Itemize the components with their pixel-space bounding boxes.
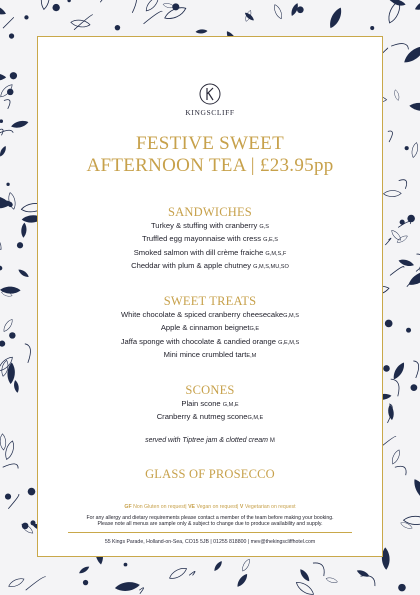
allergen-codes: G,E (249, 326, 260, 333)
section-heading: SCONES (185, 383, 235, 397)
brand-logo (38, 83, 382, 117)
menu-item: Smoked salmon with dill crème fraiche G,M,S,F (133, 247, 287, 257)
section-sweet-treats (38, 294, 382, 362)
menu-item: Mini mince crumbled tartE,M (163, 349, 257, 359)
allergen-codes: G,M,S (283, 313, 299, 319)
menu-item: Plain scone G,M,E (181, 399, 239, 408)
section-sandwiches (38, 205, 382, 273)
menu-item: Cheddar with plum & apple chutney G,M,S,MU,SO (131, 260, 289, 270)
section-scones (38, 383, 382, 444)
divider (68, 532, 352, 533)
allergen-codes: G,M,E (247, 415, 264, 422)
menu-title-line-2: AFTERNOON TEA | £23.95pp (86, 155, 334, 176)
served-with-note: served with Tiptree jam & clotted cream M (145, 436, 275, 444)
menu-title (38, 133, 382, 177)
allergen-codes: M (269, 437, 275, 444)
menu-title-line-1: FESTIVE SWEET (136, 133, 284, 154)
allergen-codes: G,M,S,F (265, 250, 287, 257)
section-heading: GLASS OF PROSECCO (145, 467, 275, 481)
kingscliff-emblem-icon (199, 83, 221, 105)
section-heading: SANDWICHES (168, 205, 252, 219)
allergen-codes: G,M,E (222, 402, 239, 408)
menu-item: Apple & cinnamon beignetG,E (160, 323, 260, 333)
allergen-codes: G,E,M,S (278, 339, 300, 346)
allergen-codes: G,E,S (263, 237, 279, 244)
menu-item: Turkey & stuffing with cranberry G,S (150, 221, 270, 230)
section-prosecco (38, 467, 382, 482)
menu-card (37, 36, 383, 557)
allergen-codes: G,M,S,MU,SO (253, 263, 289, 270)
allergen-codes: G,S (259, 224, 270, 230)
allergy-notice: For any allergy and dietary requirements please contact a member of the team before making your booking. Please note all menus are sample only & subject to change due to produce availability and supply. (86, 515, 334, 528)
brand-name: KINGSCLIFF (185, 108, 235, 117)
menu-item: Truffled egg mayonnaise with cress G,E,S (141, 234, 279, 244)
footer-address: 55 Kings Parade, Holland-on-Sea, CO15 5JB | 01255 818800 | mev@thekingscliffhotel.com (104, 539, 316, 545)
section-heading: SWEET TREATS (163, 294, 257, 308)
dietary-key: GF Non Gluten on request| VE Vegan on request| V Vegetarian on request (124, 504, 296, 510)
menu-item: Cranberry & nutmeg sconeG,M,E (156, 412, 264, 422)
menu-item: White chocolate & spiced cranberry cheesecakeG,M,S (121, 310, 299, 319)
menu-item: Jaffa sponge with chocolate & candied orange G,E,M,S (120, 336, 300, 346)
allergen-codes: E,M (246, 352, 257, 359)
